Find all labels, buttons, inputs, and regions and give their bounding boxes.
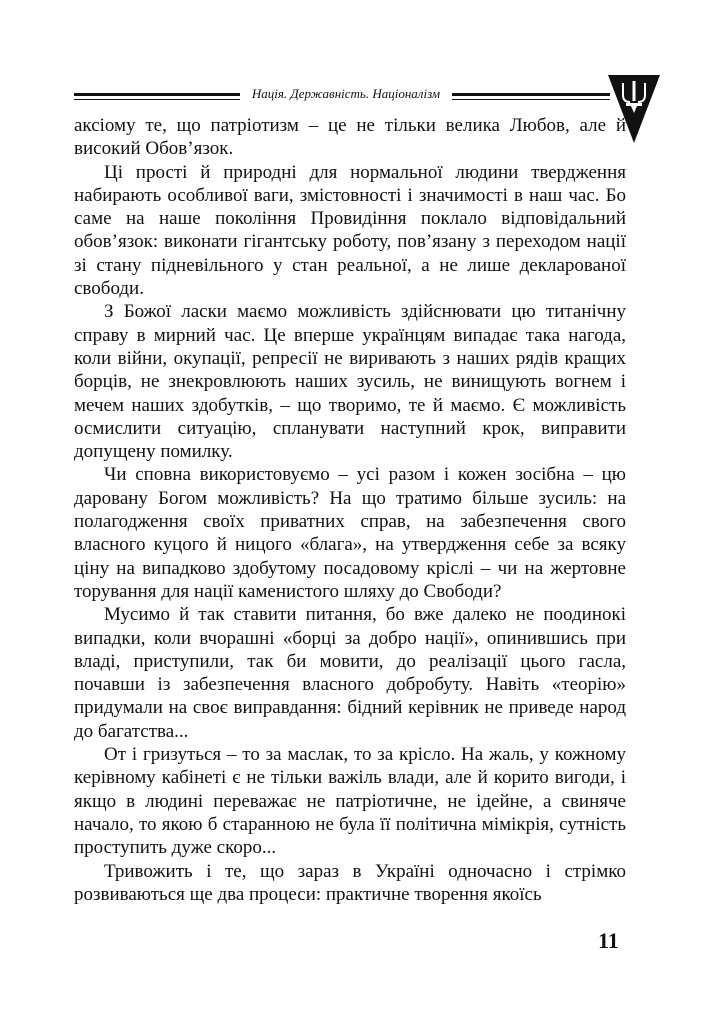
- paragraph-3: З Божої ласки маємо можливість здійснювати цю титанічну справу в мирний час. Це вперше українцям випадає така нагода, коли війни, окупації, репресії не виривають з наших рядів кращих борців, не знекровлюють наших зусиль, не винищують вогнем і мечем наших здобутків, – що творимо, те й маємо. Є можливість осмислити ситуацію, спланувати наступний крок, виправити допущену помилку.: [74, 301, 626, 463]
- header-rule-left: [74, 93, 240, 96]
- header-rule-right: [452, 93, 610, 96]
- page-number: 11: [598, 928, 619, 953]
- running-title: Нація. Державність. Націоналізм: [251, 86, 441, 101]
- paragraph-4: Чи сповна використовуємо – усі разом і кожен зосібна – цю даровану Богом можливість? На що тратимо більше зусиль: на полагодження своїх приватних справ, на забезпечення свого власного куцого й ницого «блага», на утвердження себе за всяку ціну на випадково здобутому посадовому кріслі – чи на жертовне торування для нації каменистого шляху до Свободи?: [74, 464, 626, 602]
- paragraph-1: аксіому те, що патріотизм – це не тільки велика Любов, але й високий Обов’язок.: [74, 115, 626, 160]
- body-text: [74, 114, 626, 906]
- paragraph-5: Мусимо й так ставити питання, бо вже далеко не поодинокі випадки, коли вчорашні «борці за добро нації», опинившись при владі, приступили, так би мовити, до реалізації цього гасла, почавши із забезпечення власного добробуту. Навіть «теорію» придумали на своє виправдання: бідний керівник не приведе народ до багатства...: [74, 604, 626, 742]
- header-thin-rule-right: [452, 99, 610, 100]
- paragraph-7: Тривожить і те, що зараз в Україні одночасно і стрімко розвиваються ще два процеси: практичне творення якоїсь: [74, 860, 626, 905]
- paragraph-2: Ці прості й природні для нормальної людини твердження набирають особливої ваги, змістовності і значимості в наш час. Бо саме на наше покоління Провидіння поклало відповідальний обов’язок: виконати гігантську роботу, пов’язану з переходом нації зі стану підневільного у стан реальної, а не лише декларованої свободи.: [74, 161, 626, 300]
- header-thin-rule-left: [74, 99, 240, 100]
- paragraph-6: От і гризуться – то за маслак, то за крісло. На жаль, у кожному керівному кабінеті є не тільки важіль влади, але й корито вигоди, і якщо в людині переважає не патріотичне, не ідейне, а свиняче начало, то якою б старанною не була її політична мімікрія, сутність проступить дуже скоро...: [74, 744, 626, 859]
